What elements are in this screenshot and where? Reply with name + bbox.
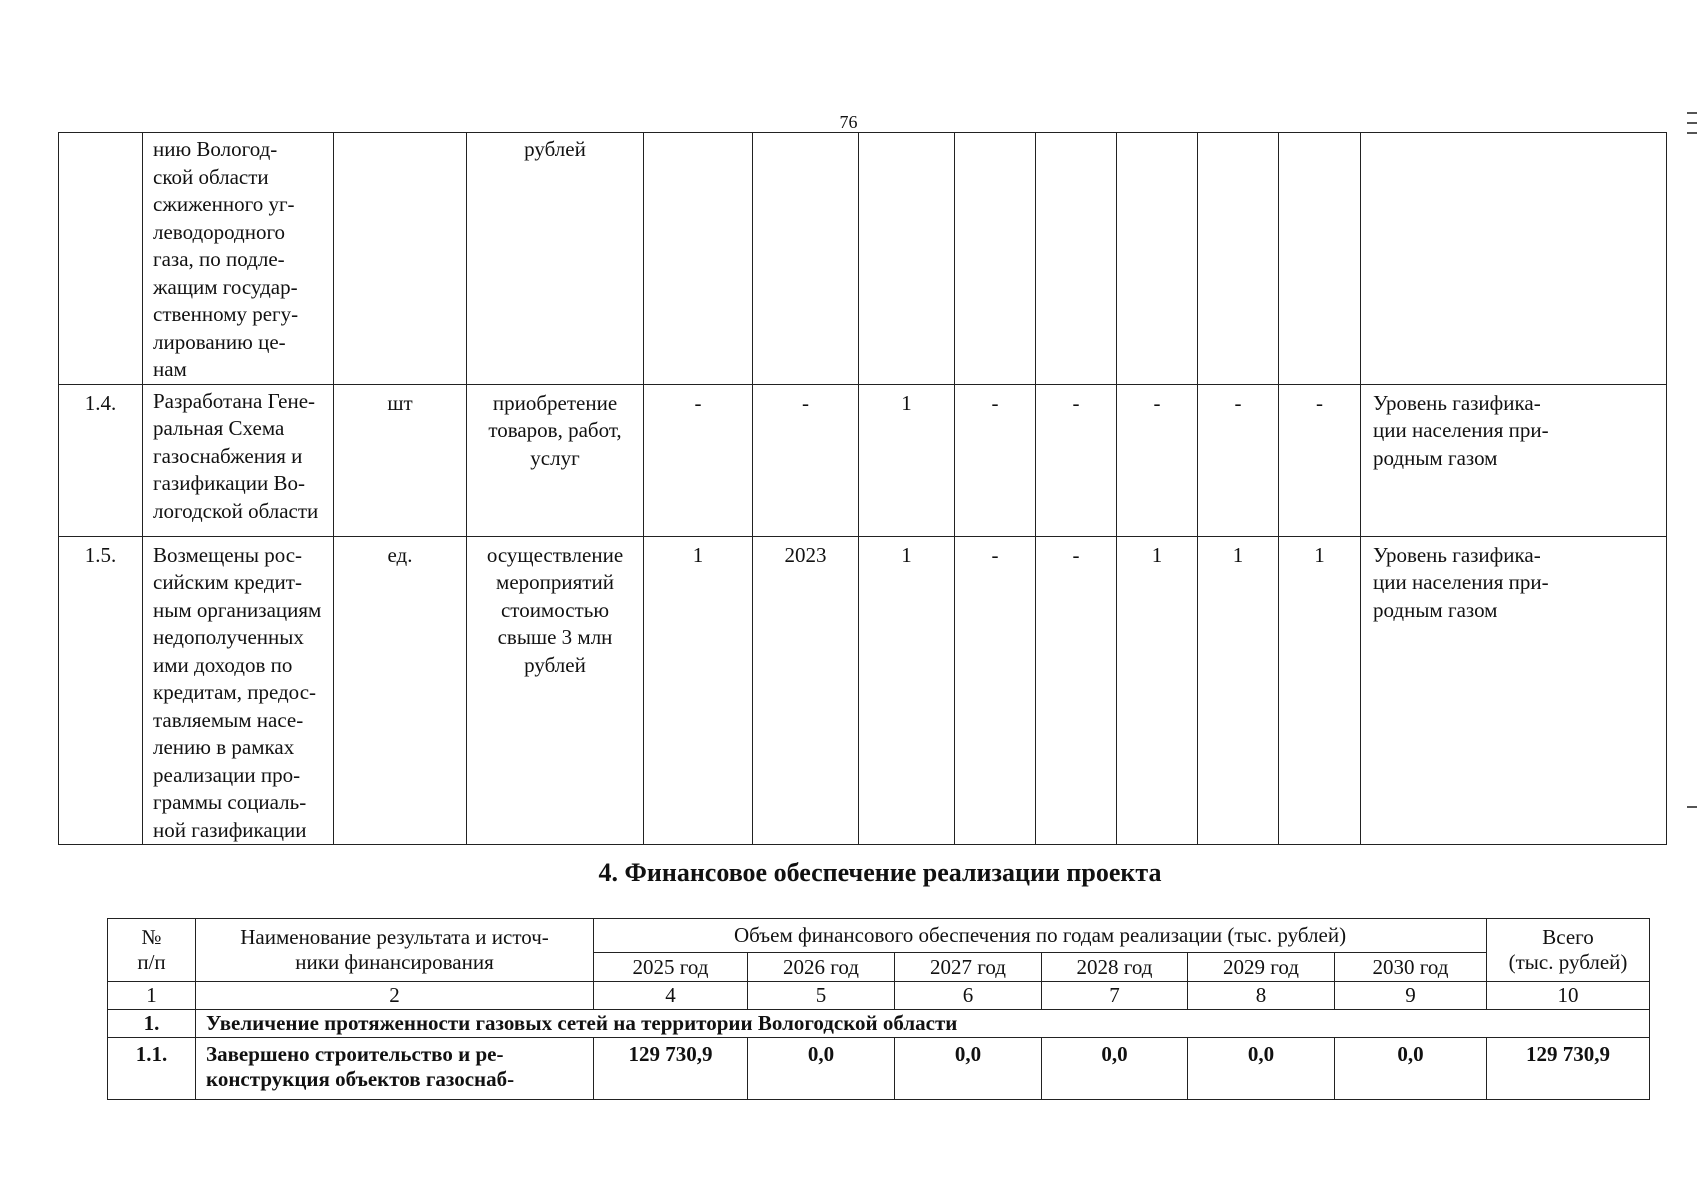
cell-value: 1: [644, 536, 753, 845]
column-number: 1: [108, 982, 196, 1010]
header-year: 2029 год: [1188, 953, 1335, 982]
cell-indicator: [1361, 133, 1667, 385]
column-number: 8: [1188, 982, 1335, 1010]
cell-num: [59, 133, 143, 385]
cell-value: -: [1036, 384, 1117, 536]
cell-unit: ед.: [334, 536, 467, 845]
cell-value: [859, 133, 955, 385]
cell-value: -: [753, 384, 859, 536]
cell-value: -: [1036, 536, 1117, 845]
cell-value: 0,0: [748, 1038, 895, 1100]
cell-value: 129 730,9: [594, 1038, 748, 1100]
column-number: 10: [1487, 982, 1650, 1010]
cell-value: [1279, 133, 1361, 385]
scan-mark: [1687, 112, 1697, 114]
table-row-continued: [59, 133, 1667, 385]
cell-value: 2023: [753, 536, 859, 845]
group-row: [108, 1010, 1650, 1038]
column-numbers-row: [108, 982, 1650, 1010]
cell-result-name: Возмещены рос- сийским кредит- ным организациям недополученных ими доходов по кредитам, предос- тавляемым насе- лению в рамках реализации про- граммы социаль- ной газификации: [143, 536, 334, 845]
cell-value: 1: [1279, 536, 1361, 845]
column-number: 7: [1042, 982, 1188, 1010]
header-total: Всего (тыс. рублей): [1487, 919, 1650, 982]
header-year: 2025 год: [594, 953, 748, 982]
header-volume: Объем финансового обеспечения по годам реализации (тыс. рублей): [594, 919, 1487, 953]
cell-value: [1036, 133, 1117, 385]
cell-value: -: [644, 384, 753, 536]
column-number: 6: [895, 982, 1042, 1010]
cell-unit: шт: [334, 384, 467, 536]
cell-indicator: Уровень газифика- ции населения при- родным газом: [1361, 384, 1667, 536]
scan-mark: [1687, 132, 1697, 134]
finance-table: [107, 918, 1650, 1100]
cell-indicator: Уровень газифика- ции населения при- родным газом: [1361, 536, 1667, 845]
cell-num: 1.4.: [59, 384, 143, 536]
cell-type: приобретение товаров, работ, услуг: [467, 384, 644, 536]
cell-result-name: Завершено строительство и ре- конструкция объектов газоснаб-: [196, 1038, 594, 1100]
cell-value: [1198, 133, 1279, 385]
cell-num: 1.1.: [108, 1038, 196, 1100]
cell-value: -: [955, 536, 1036, 845]
header-year: 2028 год: [1042, 953, 1188, 982]
scan-mark: [1687, 122, 1697, 124]
cell-result-name: нию Вологод- ской области сжиженного уг- леводородного газа, по подле- жащим государ- ственному регу- лированию це- нам: [143, 133, 334, 385]
table-row: [59, 536, 1667, 845]
scan-mark: [1687, 806, 1697, 808]
column-number: 5: [748, 982, 895, 1010]
cell-unit: [334, 133, 467, 385]
header-num: № п/п: [108, 919, 196, 982]
group-num: 1.: [108, 1010, 196, 1038]
cell-value: 1: [859, 384, 955, 536]
cell-value: -: [1279, 384, 1361, 536]
cell-value: 0,0: [1335, 1038, 1487, 1100]
cell-type: осуществление мероприятий стоимостью свыше 3 млн рублей: [467, 536, 644, 845]
table-row: [108, 1038, 1650, 1100]
cell-result-name: Разработана Гене- ральная Схема газоснабжения и газификации Во- логодской области: [143, 384, 334, 536]
cell-value: [955, 133, 1036, 385]
cell-value: [753, 133, 859, 385]
results-table: [58, 132, 1667, 845]
cell-value: -: [1198, 384, 1279, 536]
cell-value: -: [1117, 384, 1198, 536]
table-row: [59, 384, 1667, 536]
header-name: Наименование результата и источ- ники финансирования: [196, 919, 594, 982]
cell-value: -: [955, 384, 1036, 536]
column-number: 4: [594, 982, 748, 1010]
cell-value: 0,0: [1042, 1038, 1188, 1100]
cell-value: 1: [1117, 536, 1198, 845]
column-number: 9: [1335, 982, 1487, 1010]
section-heading: 4. Финансовое обеспечение реализации проекта: [598, 858, 1162, 887]
cell-value: [1117, 133, 1198, 385]
header-row: [108, 919, 1650, 953]
header-year: 2030 год: [1335, 953, 1487, 982]
cell-num: 1.5.: [59, 536, 143, 845]
group-title: Увеличение протяженности газовых сетей на территории Вологодской области: [196, 1010, 1650, 1038]
page-number: 76: [839, 112, 858, 132]
cell-value: [644, 133, 753, 385]
cell-total: 129 730,9: [1487, 1038, 1650, 1100]
header-year: 2027 год: [895, 953, 1042, 982]
cell-value: 1: [859, 536, 955, 845]
column-number: 2: [196, 982, 594, 1010]
cell-value: 0,0: [1188, 1038, 1335, 1100]
cell-value: 0,0: [895, 1038, 1042, 1100]
cell-type: рублей: [467, 133, 644, 385]
header-year: 2026 год: [748, 953, 895, 982]
cell-value: 1: [1198, 536, 1279, 845]
